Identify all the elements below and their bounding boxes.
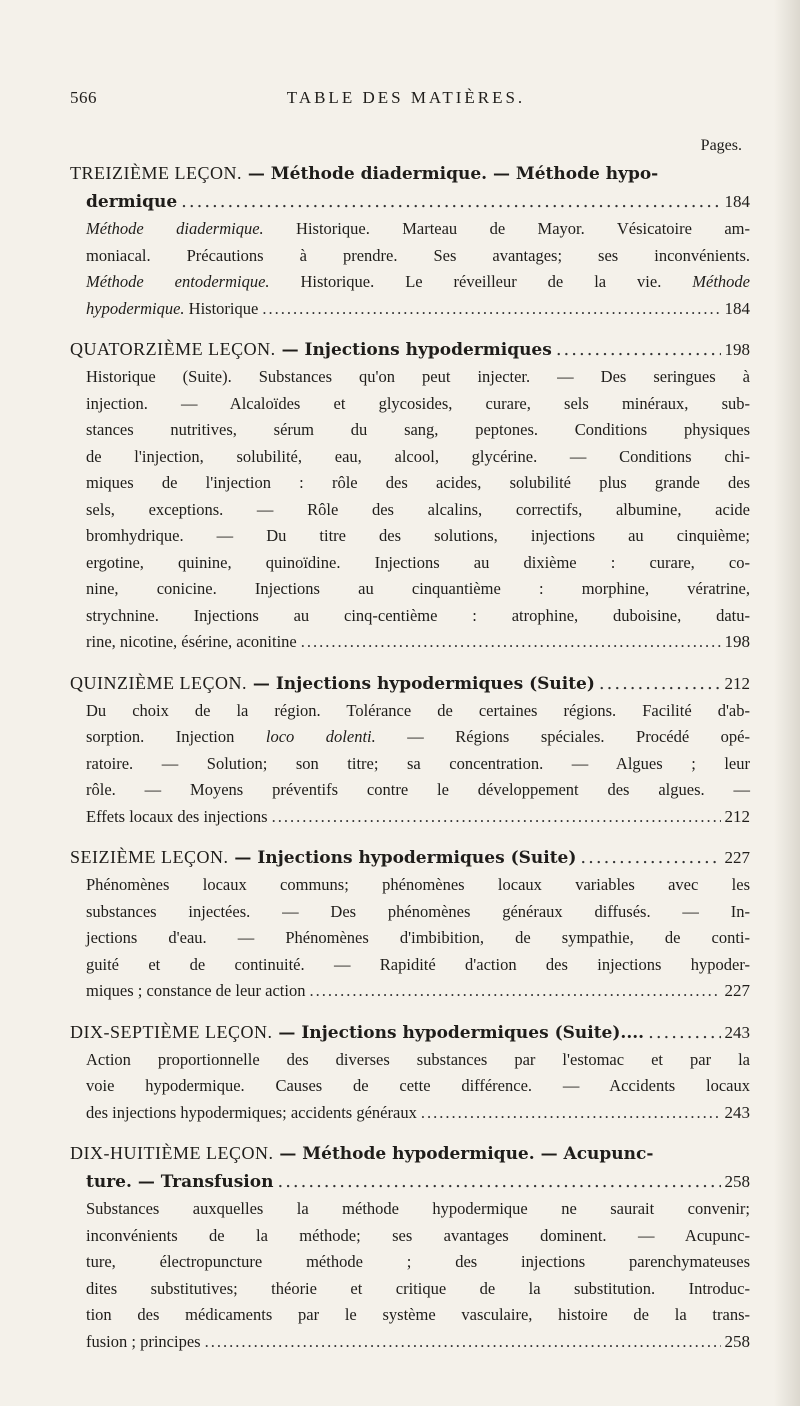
summary-line: nine, conicine. Injections au cinquantième : morphine, vératrine, — [86, 579, 750, 598]
dot-leader — [309, 978, 720, 1005]
summary-last-line — [86, 629, 750, 656]
toc-entry — [70, 160, 750, 322]
summary-line: miques de l'injection : rôle des acides, solubilité plus grande des — [86, 473, 750, 492]
summary-line: Phénomènes locaux communs; phénomènes locaux variables avec les — [86, 875, 750, 894]
summary-last-line — [86, 978, 750, 1005]
dot-leader — [272, 804, 721, 831]
lesson-number: SEIZIÈME LEÇON. — [70, 847, 229, 867]
lesson-title: dermique — [86, 192, 178, 212]
summary-line: stances nutritives, sérum du sang, peptones. Conditions physiques — [86, 420, 750, 439]
summary-line: inconvénients de la méthode; ses avantages dominent. — Acupunc- — [86, 1225, 750, 1245]
summary-text: rine, nicotine, ésérine, aconitine — [86, 632, 297, 651]
lesson-heading — [86, 1168, 750, 1196]
dot-leader — [580, 844, 720, 871]
lesson-heading-text — [86, 1168, 273, 1196]
toc-entry — [70, 844, 750, 1005]
summary-page-number: 198 — [724, 632, 750, 651]
summary-line: Méthode diadermique. Historique. Marteau de Mayor. Vésicatoire am- — [86, 219, 750, 238]
lesson-number: QUATORZIÈME LEÇON. — [70, 339, 276, 359]
toc-entry — [70, 1019, 750, 1127]
dot-leader — [181, 188, 720, 215]
lesson-title: ture. — Transfusion — [86, 1172, 274, 1192]
lesson-page-number: 243 — [724, 1022, 750, 1042]
toc-entry — [70, 670, 750, 831]
lesson-heading-text — [70, 163, 658, 184]
lesson-heading — [70, 1140, 750, 1168]
summary-line: strychnine. Injections au cinq-centième : atrophine, duboisine, datu- — [86, 605, 750, 625]
summary-line: sorption. Injection loco dolenti. — Régions spéciales. Procédé opé- — [86, 727, 751, 746]
lesson-title: — Injections hypodermiques (Suite) — [228, 848, 577, 868]
summary-last-line — [86, 1100, 750, 1127]
summary-last-line — [86, 1329, 750, 1356]
summary-line: ratoire. — Solution; son titre; sa concentration. — Algues ; leur — [86, 753, 750, 773]
summary-line: sels, exceptions. — Rôle des alcalins, correctifs, albumine, acide — [86, 499, 750, 519]
lesson-title: — Méthode hypodermique. — Acupunc- — [273, 1144, 654, 1164]
summary-line: Historique (Suite). Substances qu'on peut injecter. — Des seringues à — [86, 367, 750, 386]
toc-entry — [70, 1140, 750, 1355]
lesson-heading-text — [86, 188, 177, 216]
lesson-number: QUINZIÈME LEÇON. — [70, 672, 247, 693]
summary-text: hypodermique. Historique — [86, 298, 259, 318]
pages-column-label: Pages. — [700, 137, 742, 154]
summary-page-number: 227 — [724, 981, 750, 1000]
summary-line: Substances auxquelles la méthode hypodermique ne saurait convenir; — [86, 1199, 750, 1218]
summary-page-number: 184 — [724, 298, 750, 318]
lesson-heading-text — [70, 1019, 644, 1047]
summary-line: ergotine, quinine, quinoïdine. Injections au dixième : curare, co- — [86, 552, 750, 572]
lesson-heading — [86, 188, 750, 216]
lesson-number: TREIZIÈME LEÇON. — [70, 163, 242, 183]
summary-page-number: 243 — [724, 1102, 750, 1122]
summary-line: dites substitutives; théorie et critique de la substitution. Introduc- — [86, 1278, 750, 1298]
lesson-summary — [86, 698, 750, 831]
table-of-contents — [70, 160, 750, 1369]
summary-text: fusion ; principes — [86, 1331, 201, 1351]
summary-line: Méthode entodermique. Historique. Le réveilleur de la vie. Méthode — [86, 272, 751, 291]
summary-text: des injections hypodermiques; accidents généraux — [86, 1102, 417, 1122]
summary-line: voie hypodermique. Causes de cette différence. — Accidents locaux — [86, 1076, 750, 1095]
summary-line: injection. — Alcaloïdes et glycosides, curare, sels minéraux, sub- — [86, 393, 750, 413]
dot-leader — [277, 1168, 720, 1195]
summary-line: moniacal. Précautions à prendre. Ses avantages; ses inconvénients. — [86, 245, 750, 265]
summary-line: de l'injection, solubilité, eau, alcool, glycérine. — Conditions chi- — [86, 446, 750, 466]
lesson-number: DIX-SEPTIÈME LEÇON. — [70, 1021, 273, 1042]
dot-leader — [421, 1100, 721, 1127]
lesson-heading — [70, 844, 750, 872]
page-edge-shadow — [774, 0, 800, 1406]
lesson-heading — [70, 336, 750, 364]
dot-leader — [205, 1329, 721, 1356]
summary-line: guité et de continuité. — Rapidité d'action des injections hypoder- — [86, 954, 750, 974]
lesson-title: — Méthode diadermique. — Méthode hypo- — [241, 164, 659, 184]
page-number: 566 — [70, 88, 97, 107]
summary-line: rôle. — Moyens préventifs contre le développement des algues. — — [86, 780, 750, 799]
lesson-title: — Injections hypodermiques (Suite).... — [272, 1022, 645, 1043]
lesson-title: — Injections hypodermiques — [275, 340, 552, 360]
dot-leader — [262, 296, 720, 323]
summary-page-number: 258 — [724, 1331, 750, 1351]
lesson-heading — [70, 1019, 750, 1047]
summary-line: jections d'eau. — Phénomènes d'imbibition, de sympathie, de conti- — [86, 928, 750, 947]
lesson-title: — Injections hypodermiques (Suite) — [246, 673, 595, 694]
lesson-heading-text — [70, 670, 595, 698]
summary-text: miques ; constance de leur action — [86, 981, 306, 1000]
dot-leader — [599, 670, 721, 697]
summary-text: Effets locaux des injections — [86, 806, 268, 826]
lesson-summary — [86, 1196, 750, 1355]
lesson-summary — [86, 1047, 750, 1127]
dot-leader — [556, 336, 721, 363]
lesson-page-number: 212 — [724, 673, 750, 693]
lesson-page-number: 184 — [724, 192, 750, 211]
toc-entry — [70, 336, 750, 656]
lesson-heading — [70, 160, 750, 188]
lesson-page-number: 198 — [724, 340, 750, 359]
summary-page-number: 212 — [724, 806, 750, 826]
summary-line: ture, électropuncture méthode ; des injections parenchymateuses — [86, 1252, 750, 1271]
dot-leader — [301, 629, 721, 656]
running-title: TABLE DES MATIÈRES. — [286, 88, 526, 107]
summary-last-line — [86, 804, 750, 831]
lesson-number: DIX-HUITIÈME LEÇON. — [70, 1143, 274, 1163]
lesson-summary — [86, 364, 750, 656]
lesson-summary — [86, 216, 750, 322]
summary-line: bromhydrique. — Du titre des solutions, injections au cinquième; — [86, 526, 750, 545]
lesson-page-number: 258 — [724, 1172, 750, 1191]
dot-leader — [648, 1019, 720, 1046]
lesson-heading-text — [70, 336, 552, 364]
lesson-page-number: 227 — [724, 848, 750, 867]
lesson-summary — [86, 872, 750, 1005]
summary-line: Action proportionnelle des diverses substances par l'estomac et par la — [86, 1049, 750, 1069]
lesson-heading-text — [70, 844, 576, 872]
summary-line: Du choix de la région. Tolérance de certaines régions. Facilité d'ab- — [86, 700, 750, 720]
lesson-heading-text — [70, 1143, 653, 1164]
summary-line: substances injectées. — Des phénomènes généraux diffusés. — In- — [86, 901, 750, 921]
summary-last-line — [86, 296, 750, 323]
lesson-heading — [70, 670, 750, 698]
summary-line: tion des médicaments par le système vasculaire, histoire de la trans- — [86, 1305, 750, 1324]
